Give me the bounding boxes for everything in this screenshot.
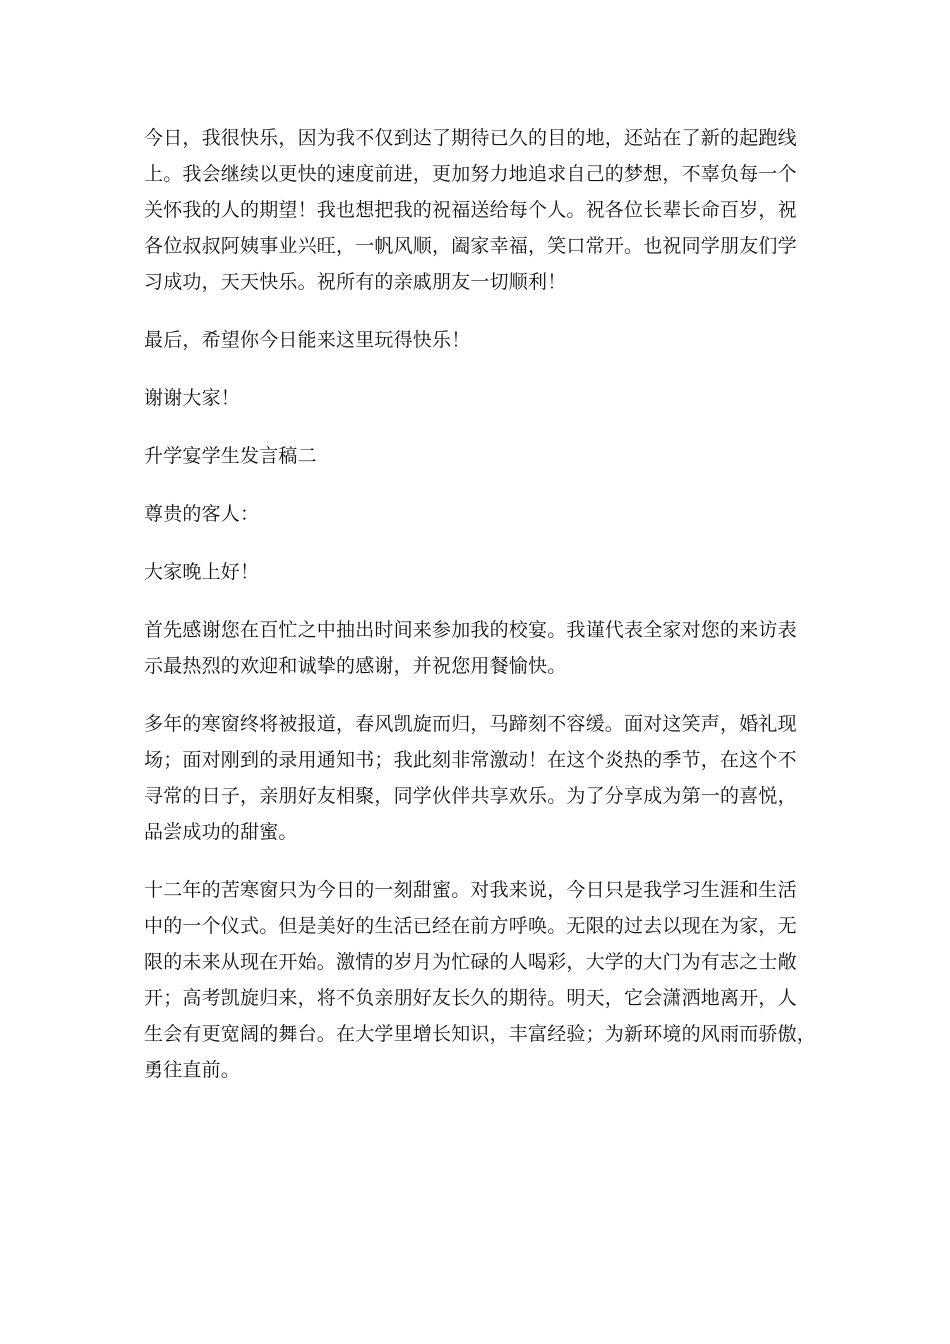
paragraph-blessings xyxy=(144,120,808,300)
text-line: 最后，希望你今日能来这里玩得快乐！ xyxy=(144,329,471,351)
text-line: 首先感谢您在百忙之中抽出时间来参加我的校宴。我谨代表全家对您的来访表 xyxy=(144,619,797,641)
text-line: 示最热烈的欢迎和诚挚的感谢，并祝您用餐愉快。 xyxy=(144,655,567,677)
text-line: 大家晚上好！ xyxy=(144,561,260,583)
text-line: 上。我会继续以更快的速度前进，更加努力地追求自己的梦想，不辜负每一个 xyxy=(144,163,797,185)
text-line: 中的一个仪式。但是美好的生活已经在前方呼唤。无限的过去以现在为家，无 xyxy=(144,915,797,937)
text-line: 升学宴学生发言稿二 xyxy=(144,445,317,467)
text-line: 限的未来从现在开始。激情的岁月为忙碌的人喝彩，大学的大门为有志之士敞 xyxy=(144,951,797,973)
text-line: 十二年的苦寒窗只为今日的一刻甜蜜。对我来说，今日只是我学习生涯和生活 xyxy=(144,879,797,901)
paragraph-emotion xyxy=(144,706,808,850)
paragraph-greeting xyxy=(144,554,808,590)
paragraph-salutation xyxy=(144,496,808,532)
text-line: 场；面对刚到的录用通知书；我此刻非常激动！在这个炎热的季节，在这个不 xyxy=(144,749,797,771)
text-line: 尊贵的客人： xyxy=(144,503,260,525)
text-line: 今日，我很快乐，因为我不仅到达了期待已久的目的地，还站在了新的起跑线 xyxy=(144,127,797,149)
text-line: 多年的寒窗终将被报道，春风凯旋而归，马蹄刻不容缓。面对这笑声，婚礼现 xyxy=(144,713,797,735)
document-body xyxy=(144,120,817,1088)
text-line: 品尝成功的甜蜜。 xyxy=(144,821,298,843)
paragraph-welcome xyxy=(144,612,808,684)
text-line: 勇往直前。 xyxy=(144,1059,241,1081)
text-line: 开；高考凯旋归来，将不负亲朋好友长久的期待。明天，它会潇洒地离开，人 xyxy=(144,987,797,1009)
text-line: 寻常的日子，亲朋好友相聚，同学伙伴共享欢乐。为了分享成为第一的喜悦， xyxy=(144,785,797,807)
text-line: 习成功，天天快乐。祝所有的亲戚朋友一切顺利！ xyxy=(144,271,567,293)
paragraph-thanks xyxy=(144,380,808,416)
paragraph-future xyxy=(144,872,817,1088)
text-line: 关怀我的人的期望！我也想把我的祝福送给每个人。祝各位长辈长命百岁，祝 xyxy=(144,199,797,221)
section-title xyxy=(144,438,808,474)
text-line: 谢谢大家！ xyxy=(144,387,241,409)
paragraph-closing-wish xyxy=(144,322,808,358)
text-line: 各位叔叔阿姨事业兴旺，一帆风顺，阖家幸福，笑口常开。也祝同学朋友们学 xyxy=(144,235,797,257)
text-line: 生会有更宽阔的舞台。在大学里增长知识，丰富经验；为新环境的风雨而骄傲， xyxy=(144,1023,817,1045)
